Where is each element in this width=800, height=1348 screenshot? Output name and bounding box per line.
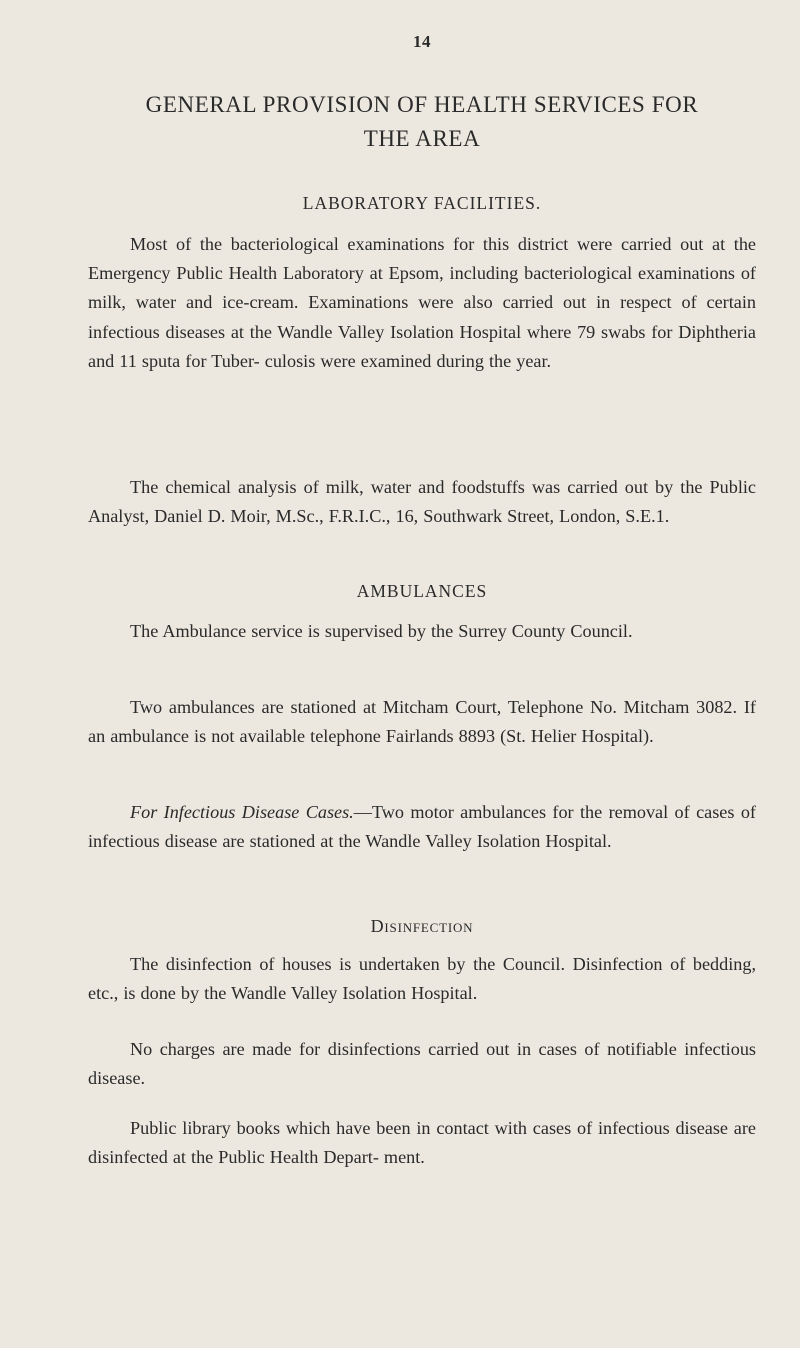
page-number: 14 — [413, 32, 431, 51]
laboratory-paragraph-1: Most of the bacteriological examinations for this district were carried out at the Emergency Public Health Laboratory at Epsom, including bacteriological examinations of milk, water and ice-cream. Examinations were also carried out in respect of certain infectious diseases at the Wandle Valley Isolation Hospital where 79 swabs for Diphtheria and 11 sputa for Tuber- culosis were examined during the year. — [88, 234, 756, 371]
infectious-cases-lead: For Infectious Disease Cases. — [130, 802, 354, 822]
page-title-line-2: THE AREA — [363, 126, 481, 151]
ambulances-heading: AMBULANCES — [356, 581, 488, 601]
page-title-line-1: GENERAL PROVISION OF HEALTH SERVICES FOR — [145, 92, 699, 117]
disinfection-paragraph-1: The disinfection of houses is undertaken by the Council. Disinfection of bedding, etc., is done by the Wandle Valley Isolation Hospital. — [88, 954, 756, 1004]
ambulances-paragraph-2: Two ambulances are stationed at Mitcham Court, Telephone No. Mitcham 3082. If an ambulance is not available telephone Fairlands 8893 (St. Helier Hospital). — [88, 697, 756, 747]
infectious-cases-text: —Two motor ambulances for the removal of cases of infectious disease are stationed at the Wandle Valley Isolation Hospital. — [88, 802, 756, 852]
laboratory-paragraph-2: The chemical analysis of milk, water and foodstuffs was carried out by the Public Analyst, Daniel D. Moir, M.Sc., F.R.I.C., 16, Southwark Street, London, S.E.1. — [88, 477, 756, 527]
ambulances-paragraph-3 — [88, 798, 756, 856]
disinfection-paragraph-2: No charges are made for disinfections carried out in cases of notifiable infectious disease. — [88, 1039, 756, 1089]
page-title — [84, 88, 760, 156]
ambulances-paragraph-1: The Ambulance service is supervised by the Surrey County Council. — [130, 621, 633, 641]
disinfection-heading: Disinfection — [370, 916, 474, 936]
disinfection-paragraph-3: Public library books which have been in contact with cases of infectious disease are disinfected at the Public Health Depart- ment. — [88, 1118, 756, 1168]
laboratory-heading: LABORATORY FACILITIES. — [302, 193, 542, 213]
